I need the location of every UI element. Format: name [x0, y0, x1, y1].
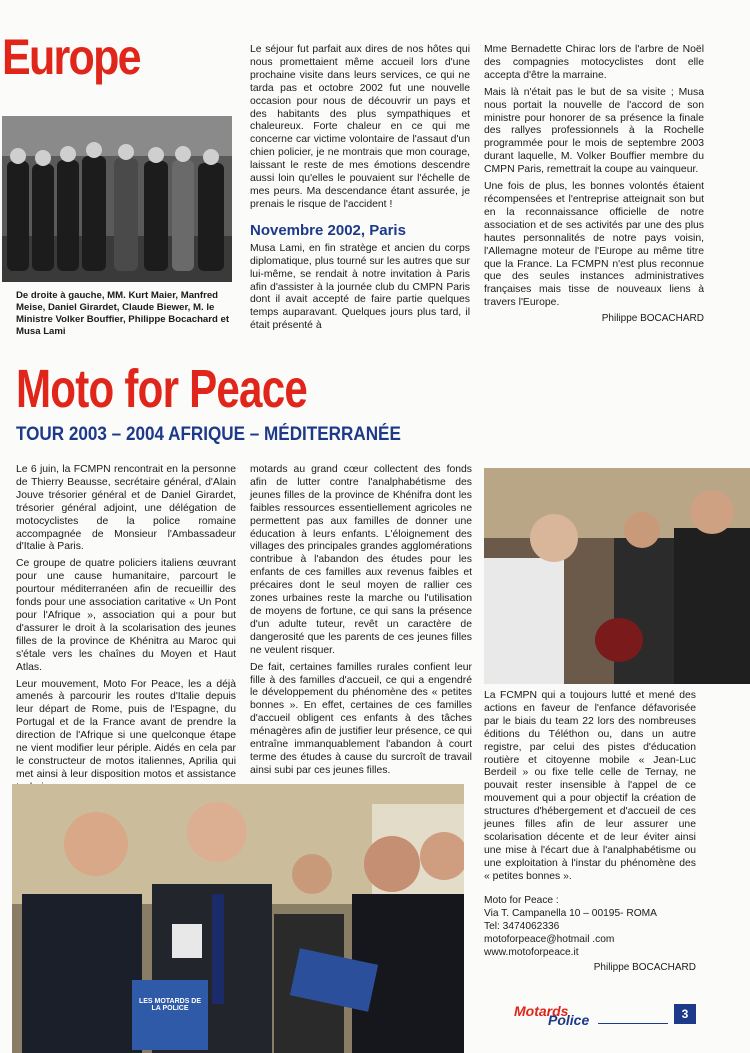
europe-group-photo — [2, 116, 232, 282]
moto-col1-paragraph-3: Leur mouvement, Moto For Peace, les a déjà amenés à parcourir les routes d'Italie depuis leur départ de Rome, puis de l'Espagne, du Portugal et de la France avant de prendre la direction de l'Afrique si une quelconque étape ne vient modifier leur périple. Aidés en cela par le constructeur de motos italiennes, Aprilia qui met ainsi à leur disposition motos et assistance — [16, 678, 236, 780]
europe-col3-paragraph-2: Mais là n'était pas le but de sa visite ; Musa nous portait la nouvelle de l'accord de son ministre pour honorer de sa présence la finale des rallyes professionnels à la Rochelle programmée pour le mois de septembre 2003 durant laquelle, M. Volker Bouffier membre du CMPN Paris, remettrait la coupe au vainqueur. — [484, 86, 704, 176]
moto-ceremony-photo — [484, 468, 750, 684]
europe-col2-paragraph-1: Le séjour fut parfait aux dires de nos hôtes qui nous promettaient même accueil lors d'une prochaine visite dans leurs services, ce qui ne tarda pas et octobre 2002 fut une nouvelle occasion pour nous de découvrir un pays et des habitants des plus sympathiques et chaleureux. Forte chaleur en ce qui me concerne car victime volontaire de l'assaut d'un chien policier, je ne montrais que mon courage, laissant le reste de mes émotions descendre aussi loin qu'elles le pouvaient sur l'échelle de mes peurs. Ma descendance étant assurée, je prenais le risque de l'accident ! — [250, 44, 470, 210]
contact-website[interactable]: www.motoforpeace.it — [484, 947, 579, 958]
moto-column-2 — [250, 464, 472, 782]
moto-title: Moto for Peace — [16, 359, 308, 419]
moto-tour-subtitle: TOUR 2003 – 2004 AFRIQUE – MÉDITERRANÉE — [16, 424, 401, 445]
europe-photo-caption: De droite à gauche, MM. Kurt Maier, Manfred Meise, Daniel Girardet, Claude Biewer, M. le Ministre Volker Bouffier, Philippe Bocachard et Musa Lami — [16, 290, 230, 337]
europe-subheading: Novembre 2002, Paris — [250, 221, 406, 239]
logo-underline — [598, 1023, 668, 1024]
contact-name: Moto for Peace : — [484, 895, 559, 906]
europe-col3-paragraph-3: Une fois de plus, les bonnes volontés étaient récompensées et l'entreprise atteignait son but en la reconnaissance officielle de notre association et de ses activités par une des plus hautes personnalités de notre pays voisin, l'Allemagne moteur de l'Europe au même titre que la France. La FCMPN n'est plus reconnue que des seules instances administratives françaises mais tisse de nouveaux liens à travers l'Europe. — [484, 181, 704, 309]
moto-contact-block — [484, 894, 704, 959]
moto-col2-paragraph-1: motards au grand cœur collectent des fonds afin de lutter contre l'analphabétisme des jeunes filles de la province de Khénifra dont les faibles ressources essentiellement agricoles ne permettent pas aux familles de donner une éducation à leurs enfants. L'éloignement des villages des principales grandes agglomérations contribue à l'abandon des études pour les enfants de ces familles aux revenus faibles et précaires dont le seul moyen de rallier ces zones urbaines reste la marche ou l'utilisation de moyens de fortune, ce qui sans la présence d'un adulte tuteur, revêt un caractère de dangerosité que les parents de ces jeunes filles ne veulent risquer. — [250, 464, 472, 656]
europe-column-3 — [484, 44, 704, 314]
contact-address: Via T. Campanella 10 – 00195- ROMA — [484, 908, 657, 919]
moto-col2-paragraph-2: De fait, certaines familles rurales confient leur fille à des familles d'accueil, ce qui a engendré le développement du phénomène des « petites bonnes ». En effet, certaines de ces familles d'accueil obligent ces enfants à des tâches ménagères afin de justifier leur présence, ce qui entraîne immanquablement l'abandon à court terme des études à cause du surcroît de travail ainsi subi par ces jeunes filles. — [250, 661, 472, 776]
moto-column-1 — [16, 464, 236, 799]
moto-column-3 — [484, 690, 696, 888]
moto-officers-photo — [12, 784, 464, 1053]
moto-col3-paragraph-1: La FCMPN qui a toujours lutté et mené des actions en faveur de l'enfance défavorisée par le biais du team 22 lors des nombreuses éditions du Téléthon ou, dans un autre registre, par celui des pistes d'éducation routière et citoyenne mobile « Jean-Luc Berdeil » ou fixe telle celle de Ternay, ne pouvait rester insensible à l'appel de ce mouvement qui a pour objectif la création de structures d'hébergement et d'accueil de ces jeunes filles afin de leur assurer une scolarisation décente et de leur éviter ainsi une mise à l'écart due à l'analphabétisme ou une exploitation à l'instar du phénomène des « petites bonnes ». — [484, 690, 696, 882]
magazine-logo-bottom: Police — [548, 1012, 590, 1028]
europe-col2-paragraph-2: Musa Lami, en fin stratège et ancien du corps diplomatique, plus tourné sur les autres que sur lui-même, se rendait à notre invitation à Paris afin d'assister à la journée club du CMPN Paris dont il avait accepté de faire partie quelques temps auparavant. Quelques jours plus tard, il était présenté à — [250, 242, 470, 332]
europe-col3-paragraph-1: Mme Bernadette Chirac lors de l'arbre de Noël des compagnies motocyclistes dont elle accepta d'être la marraine. — [484, 44, 704, 81]
book-cover-title: LES MOTARDS DE LA POLICE — [138, 998, 202, 1012]
magazine-logo — [514, 1003, 664, 1027]
contact-email[interactable]: motoforpeace@hotmail .com — [484, 934, 615, 945]
contact-phone: Tel: 3474062336 — [484, 921, 560, 932]
moto-col1-paragraph-1: Le 6 juin, la FCMPN rencontrait en la personne de Thierry Beausse, secrétaire général, d'Alain Jouve trésorier général et de Daniel Girardet, trésorier général adjoint, une délégation de motocyclistes de la police romaine accompagnée de Monsieur l'Ambassadeur d'Italie à Paris. — [16, 464, 236, 553]
europe-signature: Philippe BOCACHARD — [601, 313, 704, 324]
moto-col1-paragraph-2: Ce groupe de quatre policiers italiens œuvrant pour une cause humanitaire, parcourt le pourtour méditerranéen afin de recueillir des fonds pour une association caritative « Un Pont pour l'Afrique », association qui a pour but d'assurer le droit à la scolarisation des jeunes filles de la province de Khénitra au Maroc qui s'étale vers les chaînes du Moyen et Haut Atlas. — [16, 558, 236, 673]
magazine-logo-top: Motards — [514, 1003, 569, 1019]
page-number: 3 — [674, 1004, 696, 1024]
europe-title: Europe — [2, 29, 140, 85]
moto-signature: Philippe BOCACHARD — [593, 962, 696, 973]
europe-column-2 — [250, 44, 470, 337]
